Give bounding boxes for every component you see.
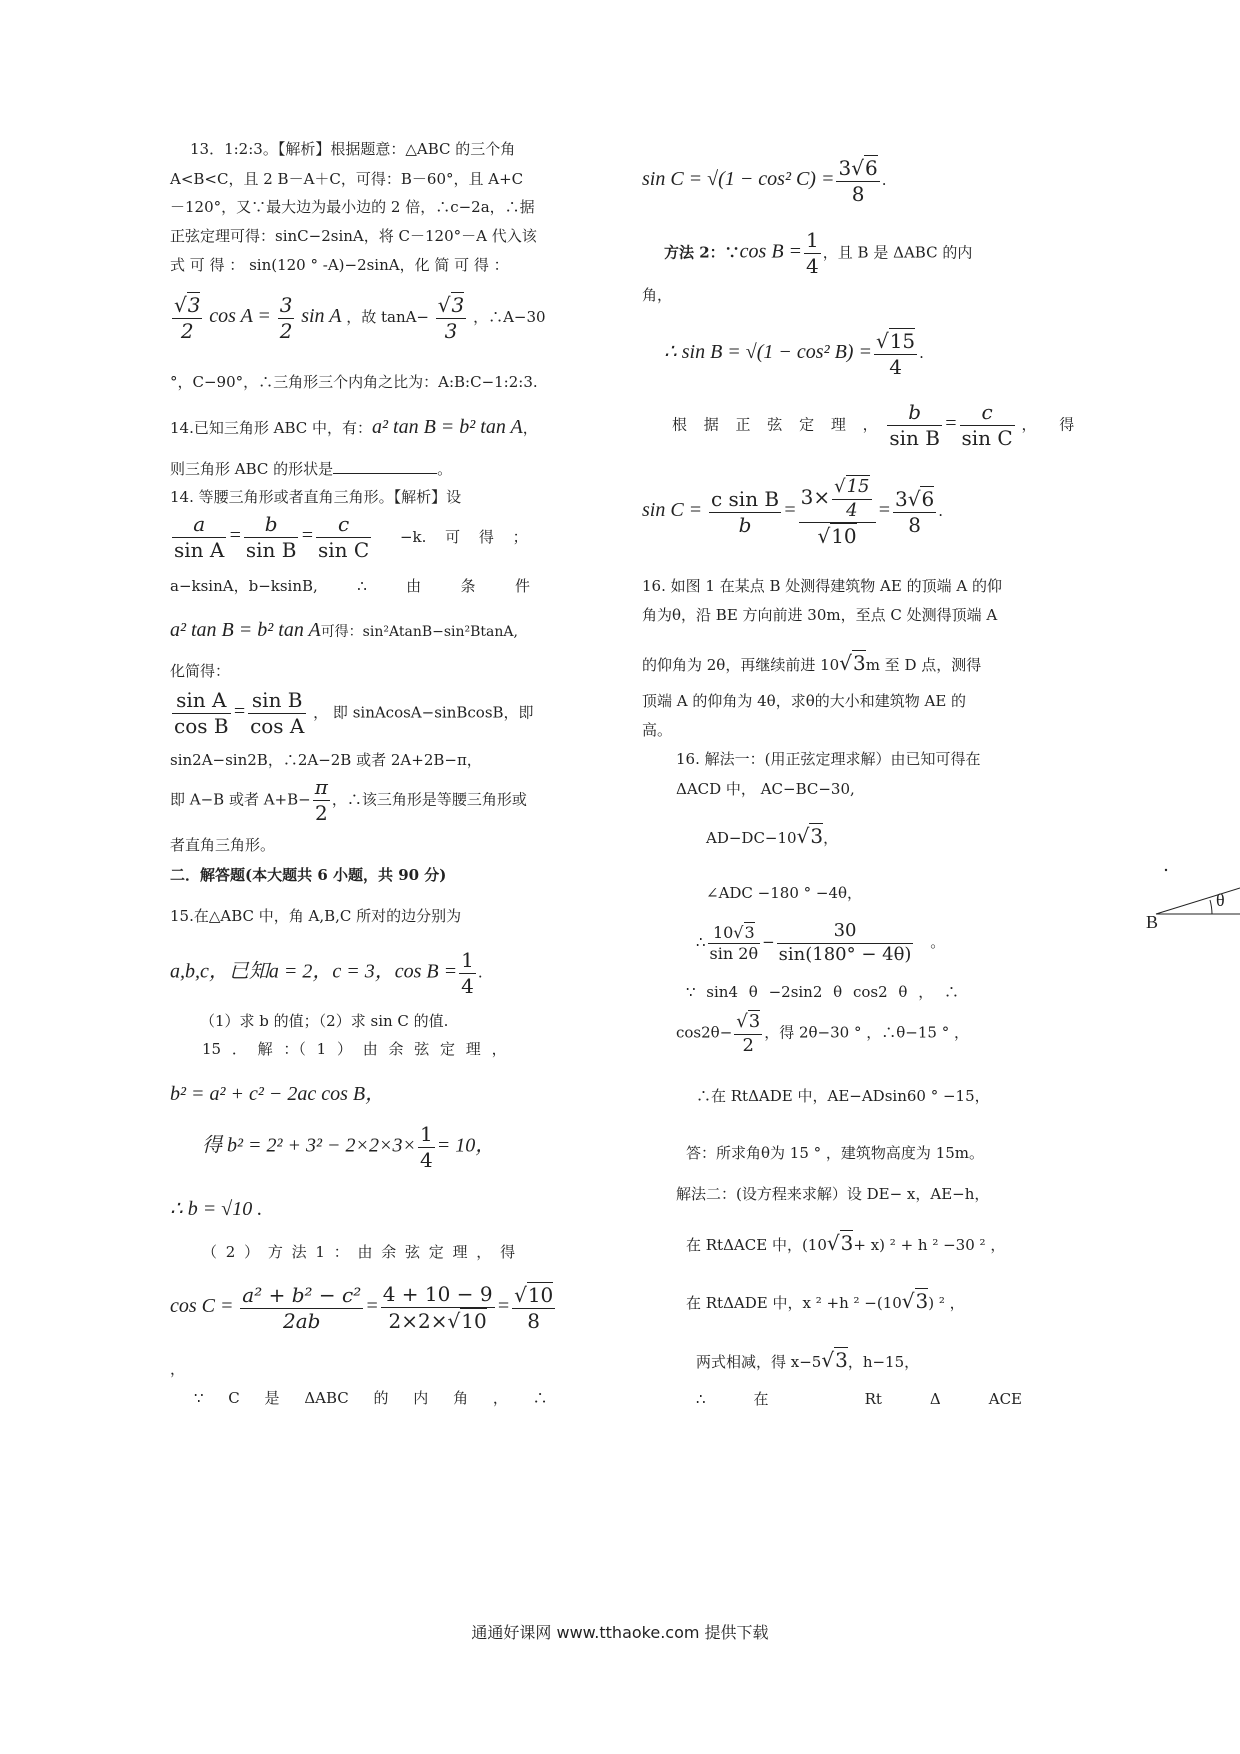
s1-line7: cos2θ− $\frac{√3}{2}$ ，得 2θ−30 ° ，∴θ−15 ° ， — [676, 1011, 969, 1056]
q16-line1: 16. 如图 1 在某点 B 处测得建筑物 AE 的顶端 A 的仰 — [642, 577, 1002, 595]
q14-line1: 14.已知三角形 ABC 中，有：a² tan B = b² tan A， — [170, 416, 538, 438]
q16-line3: 的仰角为 2θ，再继续前进 10√3m 至 D 点，测得 — [642, 651, 982, 675]
a14-line7: sin2A−sin2B，∴2A−2B 或者 2A+2B−π， — [170, 751, 482, 769]
figure-fragment — [1140, 860, 1240, 930]
s2-line2: 在 RtΔACE 中，(10√3+ x) ² + h ² −30 ² ， — [686, 1231, 1006, 1255]
q15-line1: 15.在△ABC 中，角 A,B,C 所对的边分别为 — [170, 907, 462, 925]
p13-equation: $\frac{√3}{2}$ cos A = $\frac{3}{2}$ sin A ，故 tanA− $\frac{√3}{3}$ ，∴A−30 — [174, 292, 546, 343]
a15-line1: 15 ． 解 ：（ 1 ） 由 余 弦 定 理 ， — [202, 1040, 507, 1058]
s1-line4: ∠ADC −180 ° −4θ， — [706, 884, 863, 902]
q15-line3: （1）求 b 的值；（2）求 sin C 的值. — [200, 1012, 449, 1030]
method2-line2: 角， — [642, 286, 673, 304]
a14-line1: 14. 等腰三角形或者直角三角形。【解析】设 — [170, 488, 462, 506]
q14-line2: 则三角形 ABC 的形状是 。 — [170, 460, 453, 478]
q16-line2: 角为θ，沿 BE 方向前进 30m，至点 C 处测得顶端 A — [642, 606, 998, 624]
s1-line6: ∵ sin4 θ −2sin2 θ cos2 θ ， ∴ — [686, 983, 959, 1001]
p13-line7: °，C−90°，∴三角形三个内角之比为：A:B:C−1:2:3. — [170, 373, 538, 391]
s2-line1: 解法二：(设方程来求解）设 DE− x，AE−h， — [676, 1185, 990, 1203]
a14-line3: a−ksinA，b−ksinB, ∴ 由 条 件 — [170, 577, 530, 595]
s2-line3: 在 RtΔADE 中，x ² +h ² −(10√3) ² ， — [686, 1289, 965, 1313]
a15-cosC: cos C = $\frac{\text{a² + b² − c²}}{2ab}$ = $\frac{4 + 10 - 9}{2\times 2\times√10}$ = $\frac{√10}{8}$ — [170, 1282, 554, 1333]
s2-line4: 两式相减，得 x−5√3，h−15， — [696, 1348, 920, 1372]
frac-3-over-2: $\frac{3}{2}$ — [279, 292, 293, 343]
a14-equation: $\frac{a}{\text{sin A}}$ = $\frac{b}{\text{sin B}}$ = $\frac{c}{\text{sin C}}$ −k. 可 得 ； — [174, 512, 528, 562]
sinB-line: ∴ sin B = √(1 − cos² B) = $\frac{√15}{4}$ . — [664, 329, 924, 379]
a15-eq1: b² = a² + c² − 2ac cos B， — [170, 1083, 386, 1105]
a15-eq2: 得 b² = 2² + 3² − 2×2×3× $\frac{1}{4}$ = 10， — [202, 1122, 496, 1172]
p13-line3: －120°，又∵最大边为最小边的 2 倍，∴c−2a，∴据 — [170, 198, 535, 216]
p13-line4: 正弦定理可得：sinC−2sinA，将 C－120°－A 代入该 — [170, 227, 537, 245]
answer-line: 答：所求角θ为 15 ° ，建筑物高度为 15m。 — [686, 1144, 985, 1162]
method2-line: 方法 2：∵cos B = $\frac{1}{4}$ ，且 B 是 ΔABC 的内 — [664, 228, 973, 278]
a14-line4: a² tan B = b² tan A可得：sin²AtanB−sin²BtanA, — [170, 619, 518, 641]
q16-line5: 高。 — [642, 721, 673, 739]
s2-line5: ∴ 在 Rt Δ ACE — [696, 1390, 1022, 1408]
q15-line2: a,b,c，已知a = 2，c = 3，cos B = $\frac{1}{4}$ . — [170, 948, 483, 998]
frac-sqrt3-over-2: $\frac{√3}{2}$ — [174, 293, 201, 343]
a15-last: ∵ C 是 ΔABC 的 内 角 ， ∴ — [194, 1389, 548, 1407]
a15-comma: ， — [170, 1360, 186, 1378]
page-footer: 通通好课网 www.tthaoke.com 提供下载 — [471, 1623, 769, 1642]
sinC2-line: sin C = $\frac{\text{c sin B}}{b}$ = 3× $\frac{√15}{4}$ √10 = $\frac{3√6}{8}$ . — [642, 476, 943, 548]
p13-line1: 13．1:2:3。【解析】根据题意：△ABC 的三个角 — [190, 140, 516, 158]
a15-part2: （ 2 ） 方 法 1 ： 由 余 弦 定 理 ， 得 — [202, 1243, 516, 1261]
a14-line9: 者直角三角形。 — [170, 836, 276, 854]
p13-line2: A<B<C，且 2 B－A＋C，可得：B－60°，且 A+C — [170, 170, 524, 188]
s1-line5: ∴ $\frac{10√3}{\sin 2\theta}$ − $\frac{30}{\sin(180^\circ - 4\theta)}$ 。 — [696, 920, 946, 965]
a14-line8: 即 A−B 或者 A+B− $\frac{\pi}{2}$ ，∴该三角形是等腰三角形或 — [170, 775, 527, 825]
s1-line1: 16. 解法一：(用正弦定理求解）由已知可得在 — [676, 750, 981, 768]
a14-line6: $\frac{\text{sin A}}{\text{cos B}}$ = $\frac{\text{sin B}}{\text{cos A}}$ ， 即 sinAcosA−sinBcosB，即 — [174, 688, 534, 738]
a15-eq3: ∴ b = √10 . — [170, 1198, 263, 1220]
section-heading: 二．解答题(本大题共 6 小题，共 90 分) — [170, 866, 447, 884]
frac-sqrt3-over-3: $\frac{√3}{3}$ — [437, 293, 465, 343]
sinC-line: sin C = √(1 − cos² C) = $\frac{3√6}{8}$ . — [642, 156, 887, 206]
q16-line4: 顶端 A 的仰角为 4θ，求θ的大小和建筑物 AE 的 — [642, 692, 967, 710]
s1-line2: ΔACD 中， AC−BC−30, — [676, 780, 855, 798]
sine-law-line: 根 据 正 弦 定 理 ， $\frac{b}{\text{sin B}}$ = $\frac{c}{\text{sin C}}$ ， 得 — [672, 400, 1075, 450]
s1-line8: ∴在 RtΔADE 中，AE−ADsin60 ° −15， — [696, 1087, 990, 1105]
label-theta: θ — [1216, 890, 1225, 910]
s1-line3: AD−DC−10√3， — [706, 824, 839, 848]
label-b: B — [1146, 912, 1159, 932]
p13-line5: 式 可 得 ： sin(120 ° -A)−2sinA，化 简 可 得 ： — [170, 256, 509, 274]
a14-line5: 化简得： — [170, 662, 231, 680]
answer-blank — [333, 459, 437, 474]
